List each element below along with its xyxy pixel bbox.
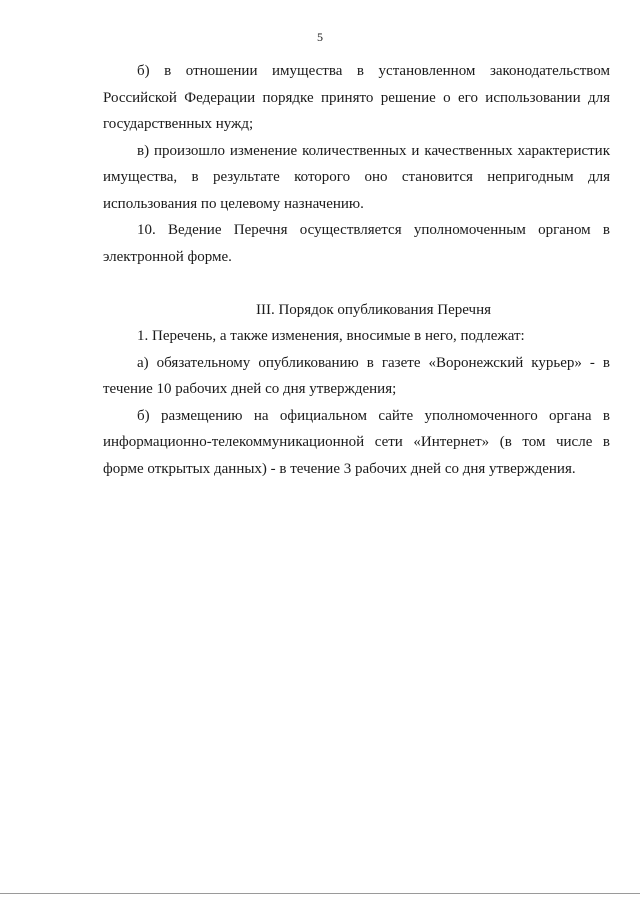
paragraph-subitem-b: б) в отношении имущества в установленном законодательством Российской Федерации порядке принято решение о его использовании для государственных нужд; — [103, 63, 610, 132]
paragraph-subitem-b-publication: б) размещению на официальном сайте уполномоченного органа в информационно-телекоммуникационной сети «Интернет» (в том числе в форме открытых данных) - в течение 3 рабочих дней со дня утверждения. — [103, 407, 610, 477]
section-heading: III. Порядок опубликования Перечня — [255, 301, 491, 318]
paragraph-subitem-v: в) произошло изменение количественных и качественных характеристик имущества, в результате которого оно становится непригодным для использования по целевому назначению. — [103, 142, 610, 212]
document-body — [103, 58, 610, 482]
scan-edge-line — [0, 893, 640, 894]
paragraph-item-10: 10. Ведение Перечня осуществляется уполномоченным органом в электронной форме. — [103, 222, 610, 265]
paragraph-item-1: 1. Перечень, а также изменения, вносимые в него, подлежат: — [137, 328, 525, 344]
paragraph-subitem-a: а) обязательному опубликованию в газете «Воронежский курьер» - в течение 10 рабочих дней со дня утверждения; — [103, 354, 610, 397]
page-number: 5 — [317, 30, 323, 44]
